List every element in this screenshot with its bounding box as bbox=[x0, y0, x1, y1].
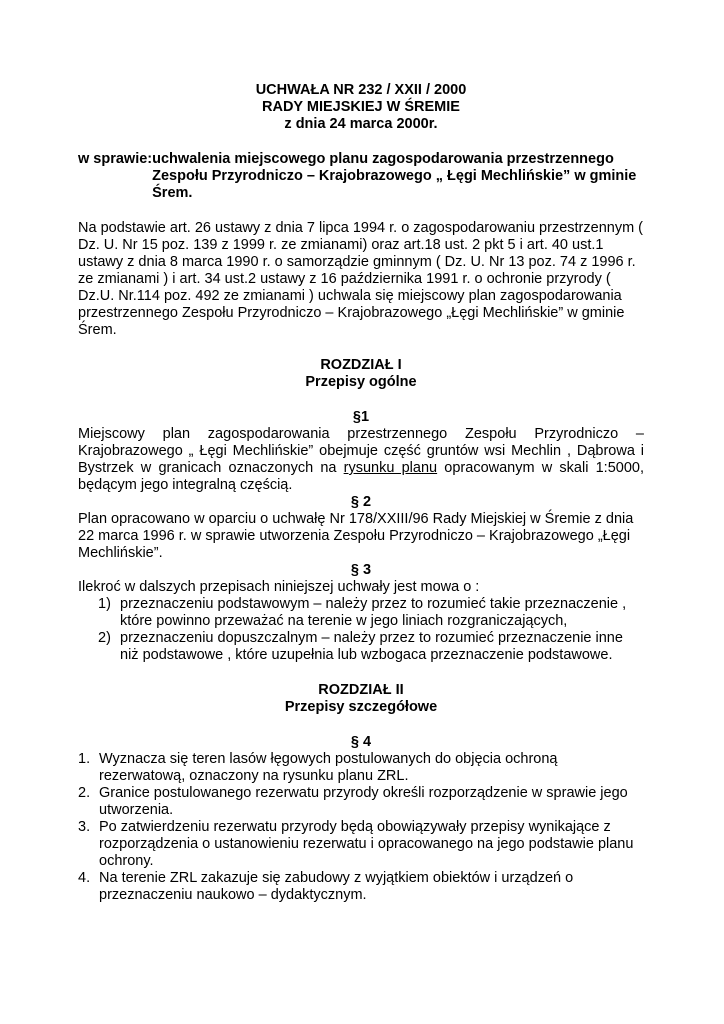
list-item-text: przeznaczeniu podstawowym – należy przez to rozumieć takie przeznaczenie , które powinno przeważać na terenie w jego liniach rozgraniczających, bbox=[120, 596, 627, 629]
chapter-2-heading bbox=[78, 682, 644, 716]
section-4-list bbox=[78, 751, 644, 904]
list-item-text: Po zatwierdzeniu rezerwatu przyrody będą obowiązywały przepisy wynikające z rozporządzenia o ustanowieniu rezerwatu i opracowanego na jego podstawie planu ochrony. bbox=[99, 819, 634, 869]
list-item-number: 4. bbox=[78, 870, 91, 886]
section-2-heading: § 2 bbox=[350, 494, 372, 510]
chapter-1-heading bbox=[78, 357, 644, 391]
preamble: Na podstawie art. 26 ustawy z dnia 7 lipca 1994 r. o zagospodarowaniu przestrzennym ( Dz. U. Nr 15 poz. 139 z 1999 r. ze zmianami) oraz art.18 ust. 2 pkt 5 i art. 40 ust.1 ustawy z dnia 8 marca 1990 r. o samorządzie gminnym ( Dz. U. Nr 13 poz. 74 z 1996 r. ze zmianami ) i art. 34 ust.2 ustawy z 16 października 1991 r. o ochronie przyrody ( Dz.U. Nr.114 poz. 492 ze zmianami ) uchwala się miejscowy plan zagospodarowania przestrzennego Zespołu Przyrodniczo – Krajobrazowego „Łęgi Mechlińskie” w gminie Śrem. bbox=[78, 220, 644, 338]
chapter-1-subtitle: Przepisy ogólne bbox=[305, 374, 417, 390]
list-item-number: 1. bbox=[78, 751, 91, 767]
list-item-text: Wyznacza się teren lasów łęgowych postulowanych do objęcia ochroną rezerwatową, oznaczony na rysunku planu ZRL. bbox=[99, 751, 558, 784]
list-item-number: 1) bbox=[98, 596, 111, 612]
list-item bbox=[78, 751, 644, 785]
list-item bbox=[78, 819, 644, 870]
subject-block bbox=[78, 151, 644, 202]
section-1-text bbox=[78, 426, 644, 494]
list-item-text: Na terenie ZRL zakazuje się zabudowy z wyjątkiem obiektów i urządzeń o przeznaczeniu naukowo – dydaktycznym. bbox=[99, 870, 574, 903]
list-item-text: przeznaczeniu dopuszczalnym – należy przez to rozumieć przeznaczenie inne niż podstawowe , które uzupełnia lub wzbogaca przeznaczenie podstawowe. bbox=[120, 630, 623, 663]
list-item bbox=[78, 870, 644, 904]
chapter-2-subtitle: Przepisy szczegółowe bbox=[284, 699, 438, 715]
section-3-intro: Ilekroć w dalszych przepisach niniejszej uchwały jest mowa o : bbox=[78, 579, 480, 595]
resolution-date: z dnia 24 marca 2000r. bbox=[284, 116, 438, 132]
list-item-number: 3. bbox=[78, 819, 91, 835]
chapter-1-title: ROZDZIAŁ I bbox=[320, 357, 402, 373]
section-4-heading: § 4 bbox=[350, 734, 372, 750]
chapter-2-title: ROZDZIAŁ II bbox=[318, 682, 404, 698]
list-item bbox=[78, 596, 644, 630]
subject-label: w sprawie: bbox=[78, 151, 153, 167]
list-item bbox=[78, 630, 644, 664]
plan-drawing-reference: rysunku planu bbox=[343, 460, 438, 476]
section-1-text-end: opracowanym w skali 1:5000, będącym jego integralną częścią. bbox=[78, 460, 644, 493]
list-item-number: 2) bbox=[98, 630, 111, 646]
document-page bbox=[78, 82, 644, 904]
section-3-list bbox=[78, 596, 644, 664]
subject-text: uchwalenia miejscowego planu zagospodarowania przestrzennego Zespołu Przyrodniczo – Krajobrazowego „ Łęgi Mechlińskie” w gminie Śrem. bbox=[152, 151, 637, 201]
section-1-text-start: Miejscowy plan zagospodarowania przestrzennego Zespołu Przyrodniczo – Krajobrazowego „ Łęgi Mechlińskie” obejmuje część gruntów wsi Mechlin , Dąbrowa i Bystrzek w granicach oznaczonych na bbox=[78, 426, 644, 476]
section-3-heading: § 3 bbox=[350, 562, 372, 578]
list-item bbox=[78, 785, 644, 819]
resolution-number: UCHWAŁA NR 232 / XXII / 2000 bbox=[255, 82, 467, 98]
section-1-heading: §1 bbox=[352, 409, 370, 425]
list-item-text: Granice postulowanego rezerwatu przyrody określi rozporządzenie w sprawie jego utworzenia. bbox=[99, 785, 628, 818]
section-2-text: Plan opracowano w oparciu o uchwałę Nr 178/XXIII/96 Rady Miejskiej w Śremie z dnia 22 marca 1996 r. w sprawie utworzenia Zespołu Przyrodniczo – Krajobrazowego „Łęgi Mechlińskie”. bbox=[78, 511, 634, 561]
council-name: RADY MIEJSKIEJ W ŚREMIE bbox=[262, 99, 460, 115]
resolution-header bbox=[78, 82, 644, 133]
list-item-number: 2. bbox=[78, 785, 91, 801]
